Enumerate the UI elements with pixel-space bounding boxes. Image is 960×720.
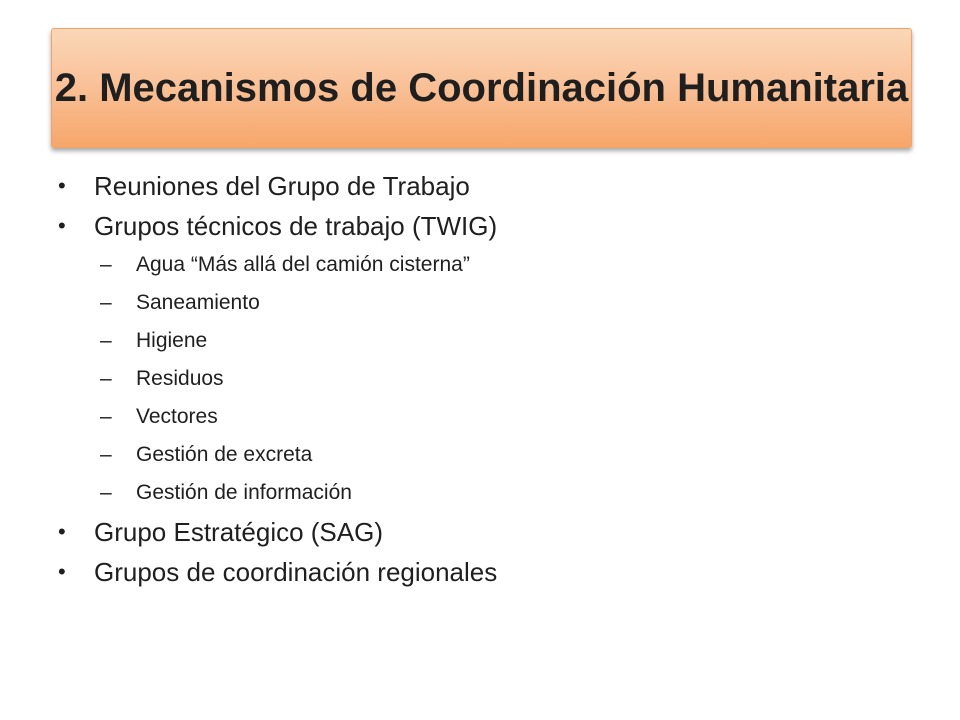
sub-item [58, 436, 908, 474]
sub-item [58, 360, 908, 398]
sub-item-text: Residuos [136, 367, 224, 390]
bullet-item [58, 166, 908, 206]
dash-icon: – [100, 443, 112, 466]
bullet-item [58, 206, 908, 246]
dash-icon: – [100, 253, 112, 276]
sub-item-text: Agua “Más allá del camión cisterna” [136, 253, 470, 276]
title-box [51, 28, 912, 148]
bullet-icon: • [58, 519, 66, 544]
sub-item-text: Gestión de información [136, 481, 352, 504]
sub-item-text: Higiene [136, 329, 208, 352]
sub-item-text: Saneamiento [136, 291, 260, 314]
bullet-icon: • [58, 213, 66, 238]
content-area [58, 166, 908, 592]
sub-item [58, 322, 908, 360]
sub-item [58, 246, 908, 284]
sub-item [58, 398, 908, 436]
slide-title: 2. Mecanismos de Coordinación Humanitaria [54, 66, 909, 110]
dash-icon: – [100, 291, 112, 314]
bullet-item [58, 552, 908, 592]
dash-icon: – [100, 481, 112, 504]
dash-icon: – [100, 367, 112, 390]
dash-icon: – [100, 405, 112, 428]
sub-item [58, 474, 908, 512]
dash-icon: – [100, 329, 112, 352]
sub-list [58, 246, 908, 512]
bullet-list [58, 166, 908, 592]
sub-item [58, 284, 908, 322]
bullet-text: Grupos de coordinación regionales [94, 557, 498, 587]
sub-item-text: Gestión de excreta [136, 443, 313, 466]
bullet-icon: • [58, 559, 66, 584]
sub-item-text: Vectores [136, 405, 218, 428]
bullet-text: Grupo Estratégico (SAG) [94, 517, 383, 547]
bullet-icon: • [58, 173, 66, 198]
bullet-item [58, 512, 908, 552]
bullet-text: Reuniones del Grupo de Trabajo [94, 171, 470, 201]
bullet-text: Grupos técnicos de trabajo (TWIG) [94, 211, 498, 241]
sub-list-container [58, 246, 908, 512]
